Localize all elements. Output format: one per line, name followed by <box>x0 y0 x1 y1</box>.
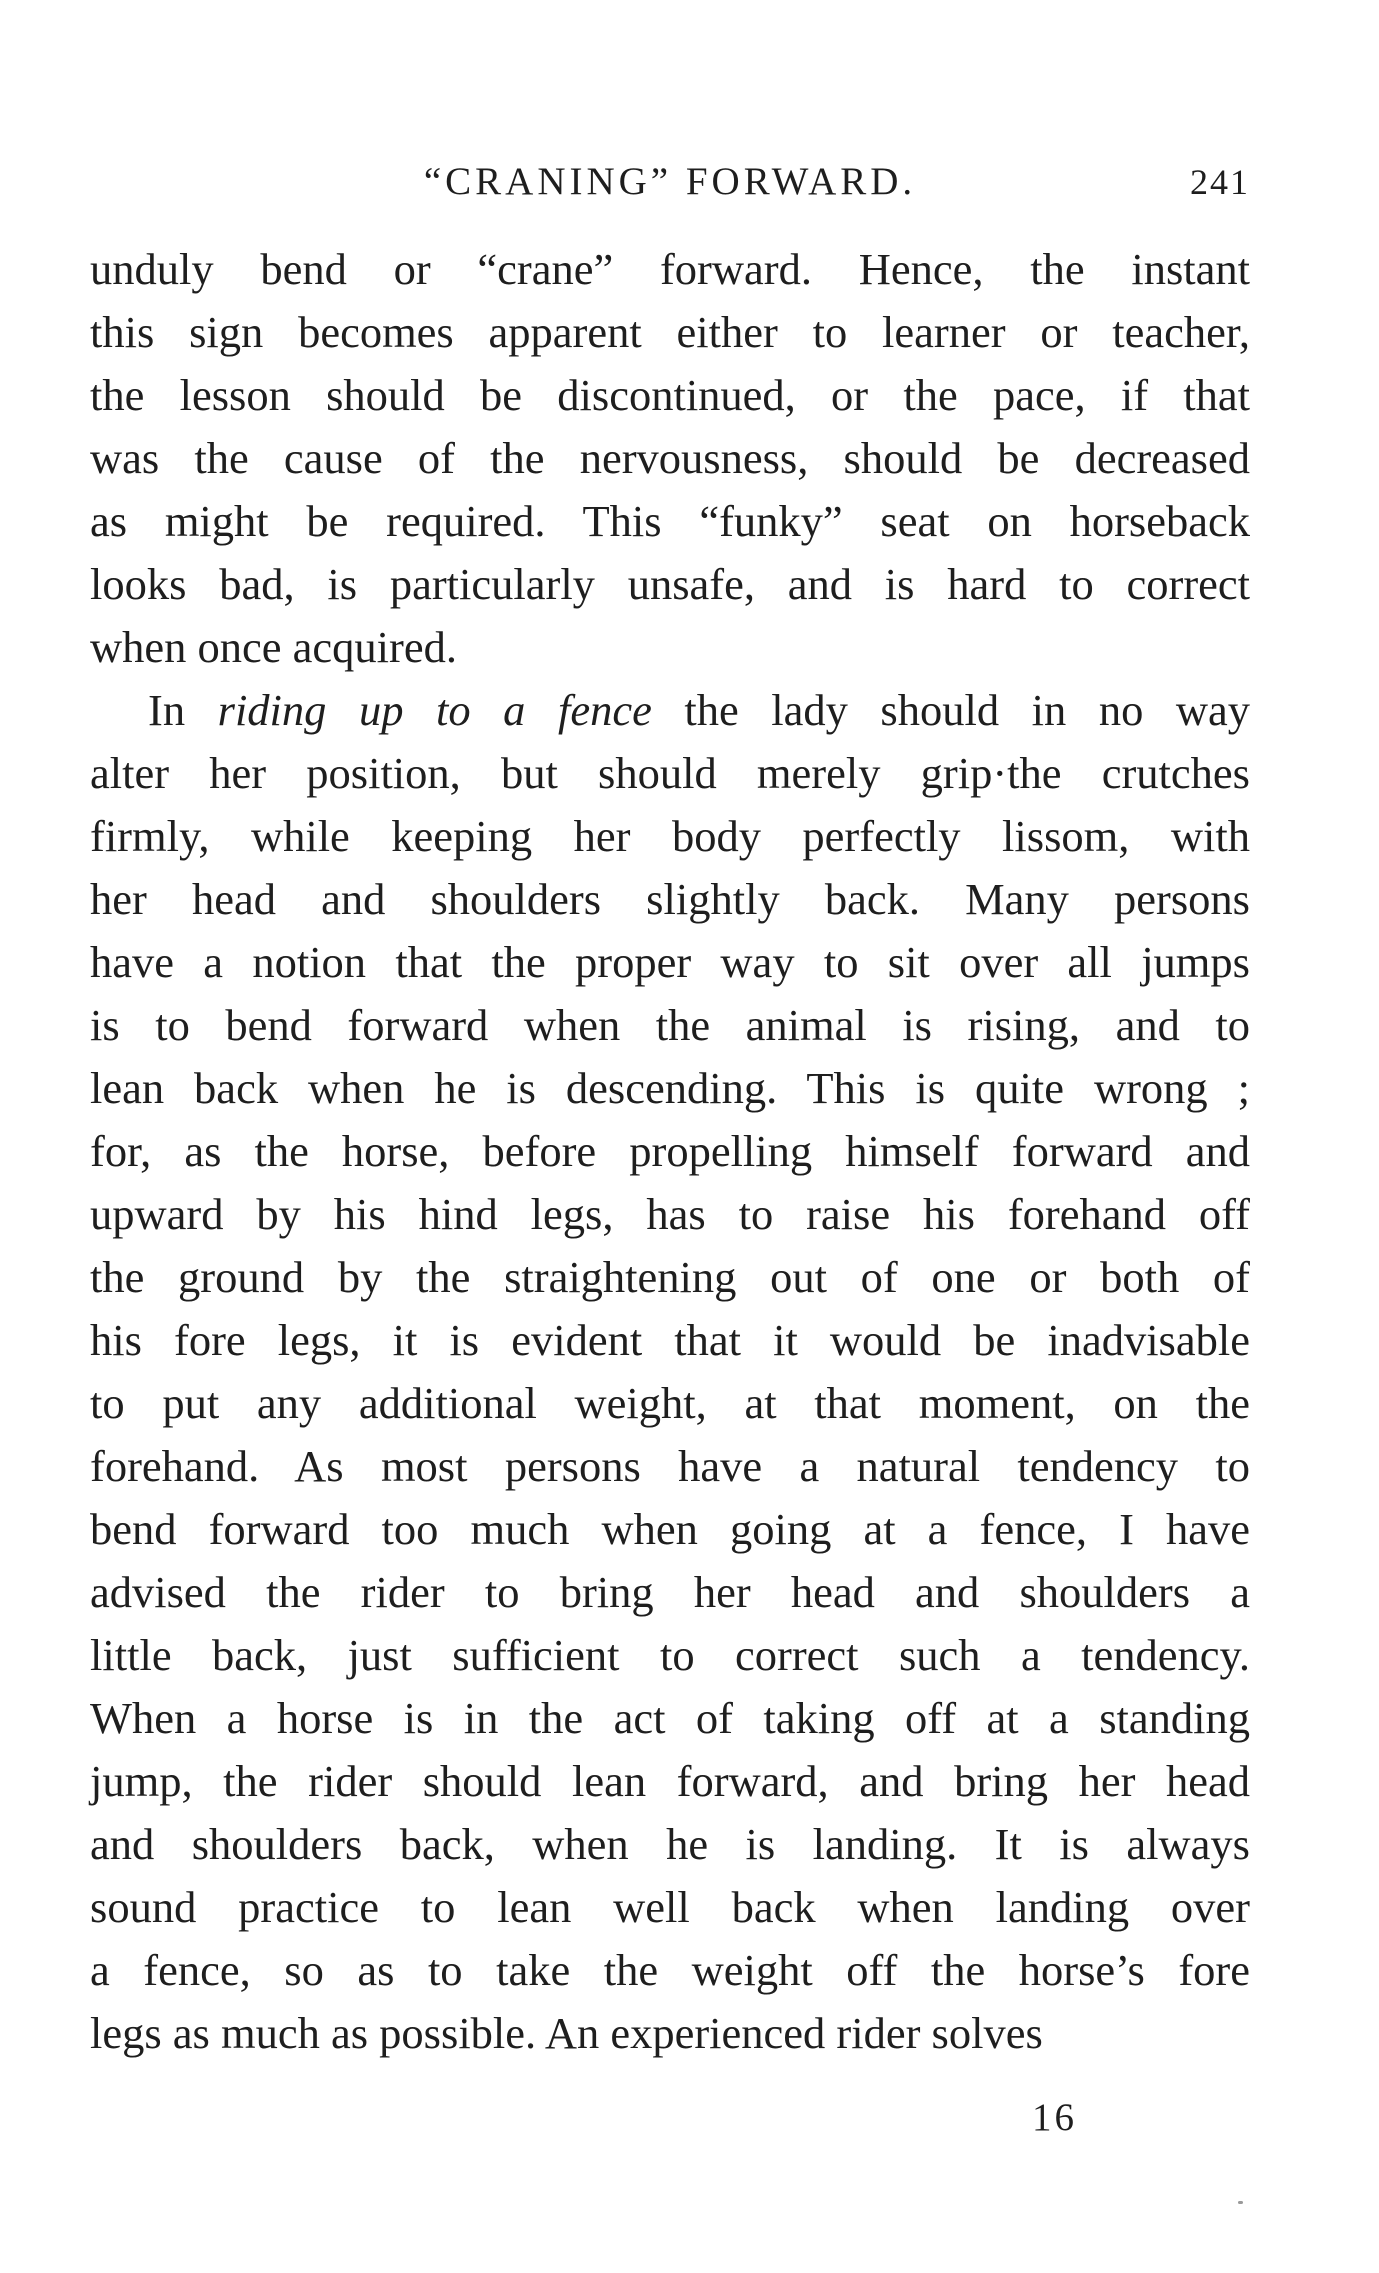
page-number: 241 <box>1190 162 1250 202</box>
paragraph-2 <box>90 679 1250 2065</box>
body-text <box>90 238 1250 2065</box>
text-line: firmly, while keeping her body perfectly lissom, with <box>90 811 1250 861</box>
text-line: is to bend forward when the animal is rising, and to <box>90 1000 1250 1050</box>
text-line: was the cause of the nervousness, should be decreased <box>90 433 1250 483</box>
text-run: In <box>148 685 218 735</box>
running-head <box>90 150 1250 214</box>
text-line: little back, just sufficient to correct such a tendency. <box>90 1630 1250 1680</box>
text-line: have a notion that the proper way to sit over all jumps <box>90 937 1250 987</box>
text-line: when once acquired. <box>90 622 457 672</box>
paragraph-1 <box>90 238 1250 679</box>
text-line: alter her position, but should merely grip·the crutches <box>90 748 1250 798</box>
text-line: legs as much as possible. An experienced rider solves <box>90 2008 1043 2058</box>
text-run: the lady should in no way <box>651 685 1250 735</box>
text-line: jump, the rider should lean forward, and bring her head <box>90 1756 1250 1806</box>
text-line: and shoulders back, when he is landing. It is always <box>90 1819 1250 1869</box>
text-line: sound practice to lean well back when landing over <box>90 1882 1250 1932</box>
running-title: “CRANING” FORWARD. <box>423 160 917 203</box>
text-line: the lesson should be discontinued, or the pace, if that <box>90 370 1250 420</box>
text-line: forehand. As most persons have a natural tendency to <box>90 1441 1250 1491</box>
text-line: upward by his hind legs, has to raise his forehand off <box>90 1189 1250 1239</box>
paper-speck <box>1238 2201 1243 2204</box>
text-line: for, as the horse, before propelling himself forward and <box>90 1126 1250 1176</box>
text-line: unduly bend or “crane” forward. Hence, the instant <box>90 244 1250 294</box>
text-line: this sign becomes apparent either to learner or teacher, <box>90 307 1250 357</box>
text-line: to put any additional weight, at that moment, on the <box>90 1378 1250 1428</box>
signature-mark: 16 <box>1032 2096 1077 2139</box>
text-line: his fore legs, it is evident that it would be inadvisable <box>90 1315 1250 1365</box>
text-line: bend forward too much when going at a fence, I have <box>90 1504 1250 1554</box>
text-line <box>90 679 1250 742</box>
text-line: as might be required. This “funky” seat on horseback <box>90 496 1250 546</box>
text-line: her head and shoulders slightly back. Many persons <box>90 874 1250 924</box>
text-line: a fence, so as to take the weight off the horse’s fore <box>90 1945 1250 1995</box>
text-line: lean back when he is descending. This is quite wrong ; <box>90 1063 1250 1113</box>
text-line: When a horse is in the act of taking off at a standing <box>90 1693 1250 1743</box>
italic-phrase: riding up to a fence <box>217 685 652 735</box>
text-line: advised the rider to bring her head and shoulders a <box>90 1567 1250 1617</box>
text-line: looks bad, is particularly unsafe, and is hard to correct <box>90 559 1250 609</box>
text-line: the ground by the straightening out of one or both of <box>90 1252 1250 1302</box>
